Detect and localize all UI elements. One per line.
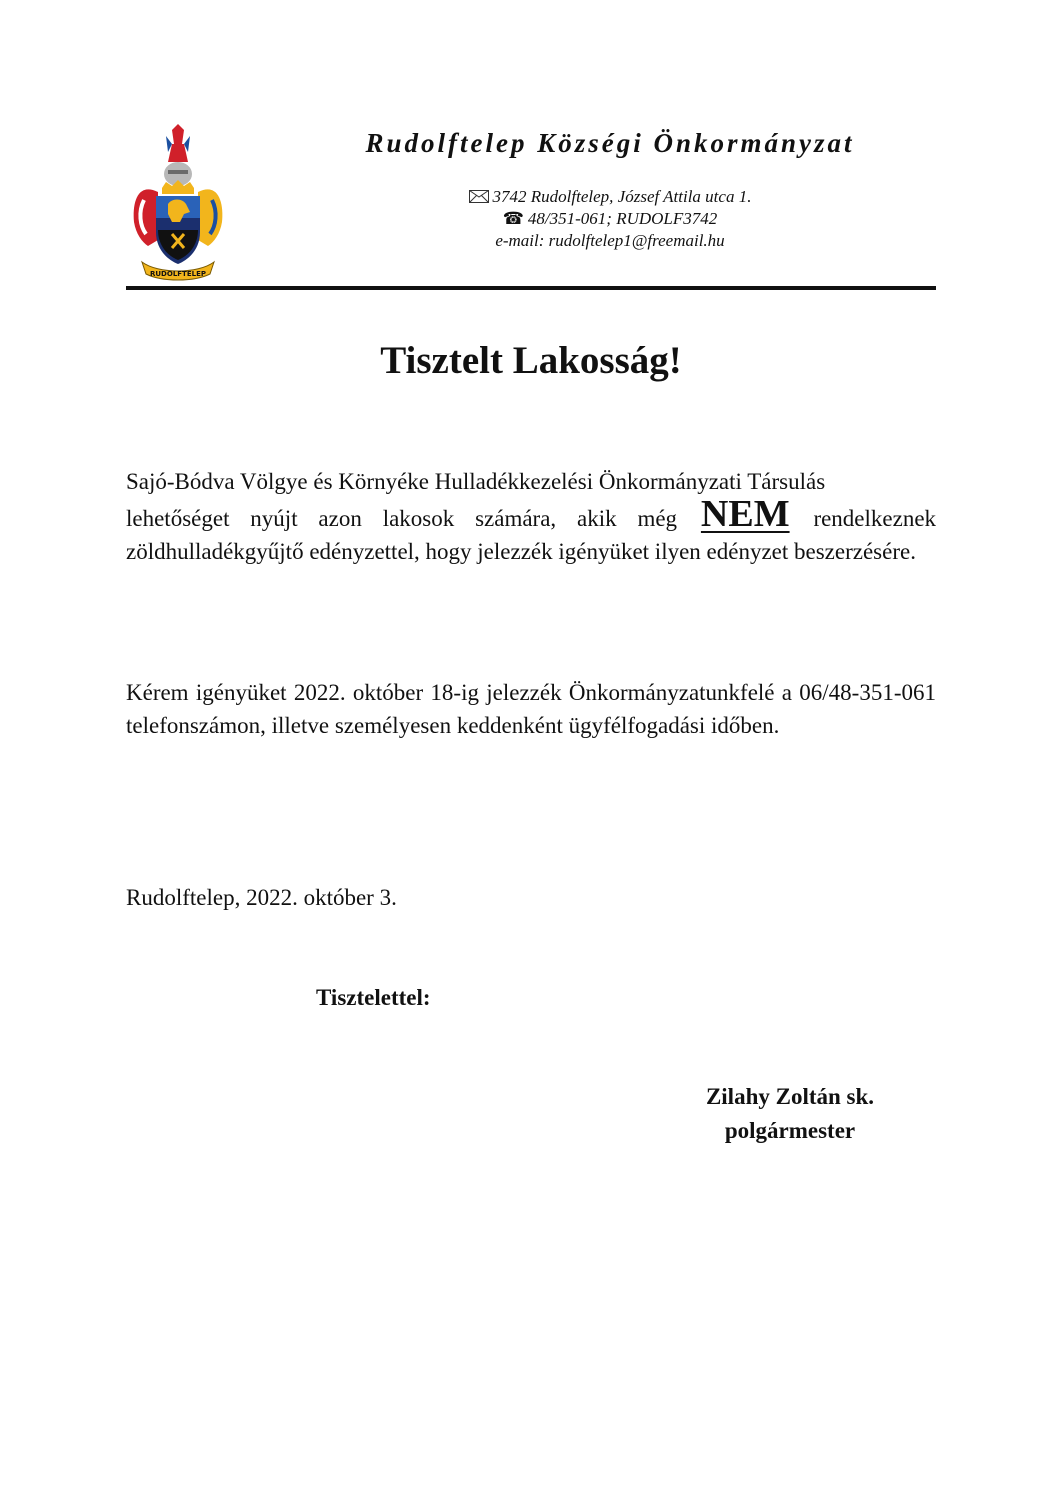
contact-block (360, 186, 860, 252)
crest-banner-text: RUDOLFTELEP (149, 270, 207, 278)
signer-title: polgármester (724, 1118, 856, 1143)
phone-line (360, 208, 860, 230)
signature-block (680, 1080, 900, 1148)
paragraph-1-line-1: Sajó-Bódva Völgye és Környéke Hulladékkezelési Önkormányzati Társulás (126, 469, 826, 494)
paragraph-2: Kérem igényüket 2022. október 18-ig jelezzék Önkormányzatunkfelé a 06/48-351-061 telefonszámon, illetve személyesen keddenként ügyfélfogadási időben. (126, 680, 936, 738)
address-text: 3742 Rudolftelep, József Attila utca 1. (492, 187, 752, 206)
envelope-icon (469, 190, 489, 203)
header-divider (126, 286, 936, 290)
paragraph-1 (126, 465, 936, 568)
org-name: Rudolftelep Községi Önkormányzat (365, 128, 855, 158)
letter-title: Tisztelt Lakosság! (380, 339, 682, 382)
signer-name: Zilahy Zoltán sk. (705, 1084, 875, 1109)
paragraph-1-after-emphasis: rendelkeznek zöldhulladékgyűjtő edényzettel, hogy jelezzék igényüket ilyen edényzet beszerzésére. (126, 506, 937, 564)
email-line: e-mail: rudolftelep1@freemail.hu (495, 231, 725, 250)
closing: Tisztelettel: (316, 985, 431, 1010)
date-line: Rudolftelep, 2022. október 3. (126, 885, 397, 910)
telephone-icon: ☎ (502, 209, 524, 228)
phone-text: 48/351-061; RUDOLF3742 (527, 209, 718, 228)
address-line (360, 186, 860, 208)
coat-of-arms-logo (128, 122, 228, 288)
paragraph-1-before-emphasis: lehetőséget nyújt azon lakosok számára, akik még (126, 506, 678, 531)
emphasis-nem: NEM (700, 493, 790, 535)
